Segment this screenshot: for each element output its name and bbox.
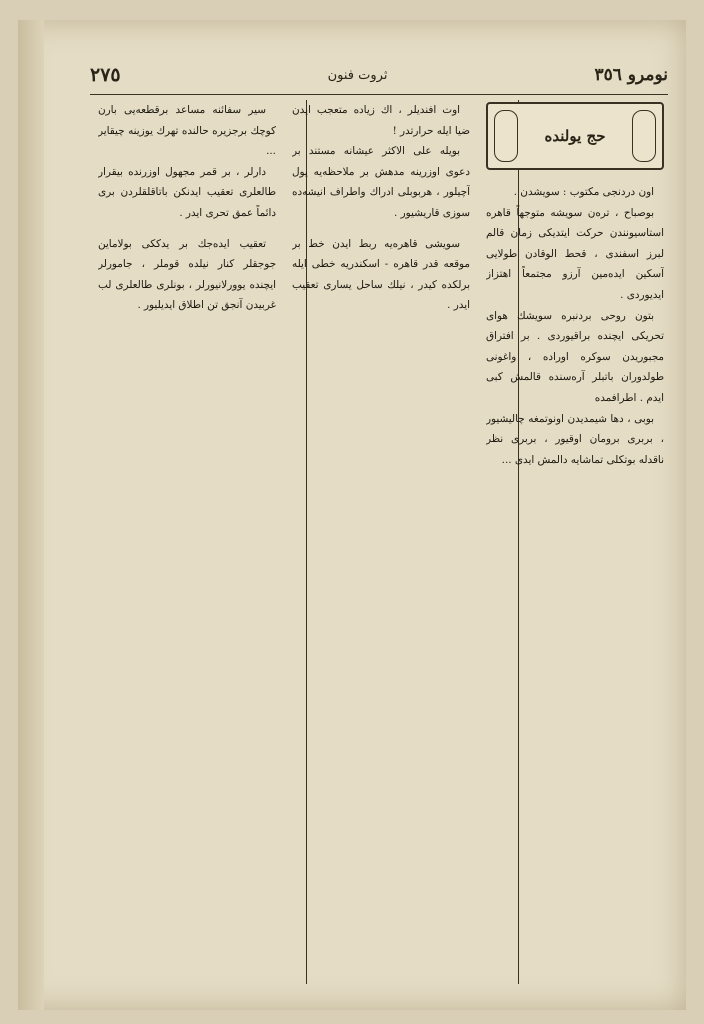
page-header — [90, 58, 668, 92]
article-subheading: اون دردنجى مكتوب : سويشدن . — [513, 186, 654, 198]
journal-title: ثروت فنون — [327, 67, 388, 83]
page-number: ٢٧٥ — [90, 64, 121, 86]
article-title: حج يولنده — [544, 126, 606, 145]
paragraph: سير سفائنە مساعد برقطعەيى بارن كوچك برجزيرە حالندە تهرك يوزينە چيقاير ... — [98, 104, 276, 158]
text-columns — [98, 100, 664, 982]
paragraph: بوصباح ، ترەن سويشە متوجهاً قاهرە استاسيونندن حركت ايتديكى زمان قالم لبرز اسفندى ، قحط الوقادن طولايى آسكين ايدەمين آرزو مجتمعاً اهتزاز ايديوردى . — [486, 206, 664, 301]
column-left — [98, 100, 276, 982]
page-binding — [18, 20, 44, 1010]
paragraph: تعقيب ايدەجك بر يدككى بولاماين جوجقلر كنار نيلدە قوملر ، جامورلر ايچندە يوورلانيورلر ، بونلرى طالعلرى لب غربيدن آنجق تن اطلاق ايديليور . — [98, 237, 276, 312]
header-rule — [90, 94, 668, 95]
paragraph: دارلر ، بر قمر مجهول اوزرندە بيقرار طالعلرى تعقيب ايدنكن باتاقلقلردن برى دائماً عمق تحرى ايدر . — [98, 165, 276, 219]
article-title-ornament — [486, 102, 664, 170]
paragraph: بوبى ، دها شيمديدن اونوتمغە چاليشيور ، بربرى برومان اوقيور ، بربرى نظر ناقدلە بوتكلى تماشايە دالمش ايدى ... — [486, 412, 664, 466]
paragraph: سويشى قاهرەيە ربط ايدن خط بر موقعە قدر قاهرە - اسكندريە خطى ايلە برلكدە كيدر ، نيلك ساحل يسارى تعقيب ايدر . — [292, 237, 470, 312]
column-middle — [292, 100, 470, 982]
paragraph: بويلە على الاكثر عيشانە مستند بر دعوى اوزرينە مدهش بر ملاحظەيە يول آچيلور ، هربوبلى ادراك واطراف انيشەدە سوزى قاريشيور . — [292, 145, 470, 219]
column-right — [486, 100, 664, 982]
issue-label: نومرو ٣٥٦ — [594, 65, 668, 85]
newspaper-page — [18, 20, 686, 1010]
paragraph: اوت افنديلر ، اك زيادە متعجب ايدن ضيا ايلە حرارتدر ! — [292, 104, 470, 137]
paragraph: بتون روحى بردنبرە سويشك هواى تحريكى ايچندە براقيوردى . بر افتراق مجبوريدن سوكرە اورادە ، واغونى طولدوران باتبلر آرەسندە قالمش كبى ايدم . اطرافمدە — [486, 309, 664, 404]
